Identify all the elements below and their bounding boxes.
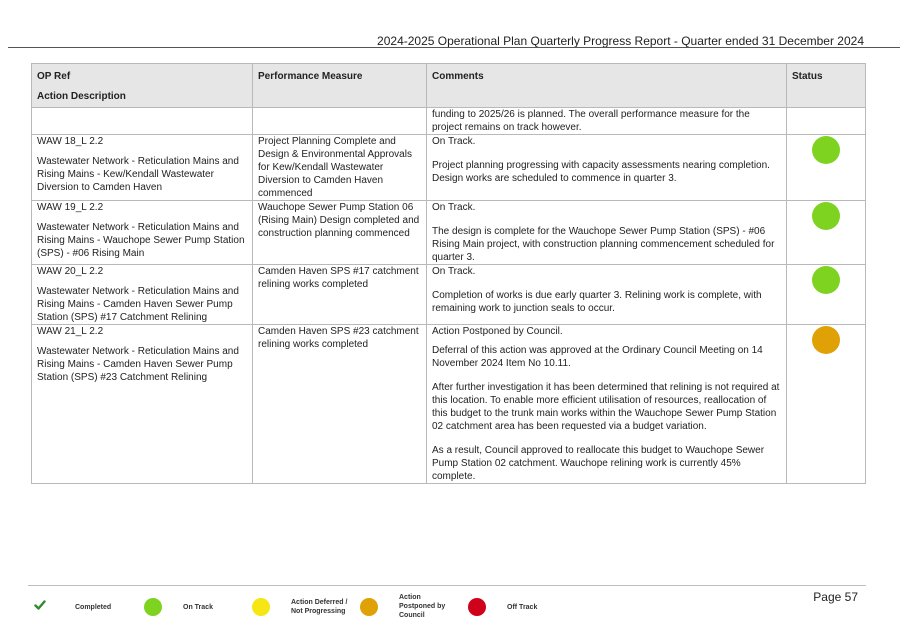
comment-paragraph: On Track. [432,266,476,277]
cell-ref [32,325,253,484]
op-ref: WAW 18_L 2.2 [37,136,104,147]
status-legend [30,592,570,622]
comment-paragraph: Project planning progressing with capacity assessments nearing completion. Design works are scheduled to commence in quarter 3. [432,160,770,184]
table-row [32,265,866,325]
cell-status [787,201,866,265]
comment-paragraph: On Track. [432,136,476,147]
legend-postponed-line3: Council [399,612,425,619]
status-indicator-icon [812,266,840,294]
performance-measure: Project Planning Complete and Design & Environmental Approvals for Kew/Kendall Wastewater Diversion to Camden Haven commenced [253,135,427,201]
legend-on-track-label: On Track [183,604,213,611]
op-ref: WAW 19_L 2.2 [37,202,104,213]
legend-postponed-line2: Postponed by [399,603,446,610]
comment-paragraph: Completion of works is due early quarter 3. Relining work is complete, with remaining work to junction seals to occur. [432,290,762,314]
cell-comments [427,201,787,265]
cell-ref [32,265,253,325]
cell-status-empty [787,108,866,135]
legend-off-track-label: Off Track [507,604,538,611]
performance-measure: Camden Haven SPS #23 catchment relining works completed [253,325,427,484]
col-header-performance-measure: Performance Measure [253,64,427,108]
op-ref: WAW 21_L 2.2 [37,326,104,337]
performance-measure: Wauchope Sewer Pump Station 06 (Rising Main) Design completed and construction planning commenced [253,201,427,265]
table-row [32,135,866,201]
action-description: Wastewater Network - Reticulation Mains and Rising Mains - Camden Haven Sewer Pump Station (SPS) #23 Catchment Relining [37,346,239,383]
legend-deferred-line2: Not Progressing [291,608,346,615]
comment-paragraph: After further investigation it has been determined that relining is not required at this location. To enable more efficient utilisation of resources, reallocation of this budget to the trunk main works within the Wauchope Sewer Pump Station 02 catchment area has been requested via a budget variation. [432,382,780,432]
comment-paragraph: The design is complete for the Wauchope Sewer Pump Station (SPS) - #06 Rising Main project, with construction planning commencement scheduled for quarter 3. [432,226,775,263]
comment-paragraph: Deferral of this action was approved at the Ordinary Council Meeting on 14 November 2024 Item No 10.11. [432,345,763,369]
cell-comments-continued: funding to 2025/26 is planned. The overall performance measure for the project remains on track however. [427,108,787,135]
op-ref: WAW 20_L 2.2 [37,266,104,277]
table-row [32,201,866,265]
legend-deferred-label [291,598,347,616]
op-ref-header-label: OP Ref [37,71,71,82]
performance-measure: Camden Haven SPS #17 catchment relining works completed [253,265,427,325]
header-divider [8,47,900,48]
cell-status [787,325,866,484]
col-header-comments: Comments [427,64,787,108]
on-track-dot-icon [144,598,162,616]
page-number: Page 57 [813,590,858,604]
table-header-row [32,64,866,108]
comment-paragraph: As a result, Council approved to reallocate this budget to Wauchope Sewer Pump Station 02 catchment. Wauchope relining work is currently 45% complete. [432,445,765,482]
legend-postponed-line1: Action [399,594,421,601]
col-header-status: Status [787,64,866,108]
status-indicator-icon [812,202,840,230]
cell-comments [427,265,787,325]
legend-completed-label: Completed [75,604,112,611]
action-description: Wastewater Network - Reticulation Mains and Rising Mains - Wauchope Sewer Pump Station (SPS) - #06 Rising Main [37,222,245,259]
cell-comments [427,135,787,201]
action-description: Wastewater Network - Reticulation Mains and Rising Mains - Camden Haven Sewer Pump Station (SPS) #17 Catchment Relining [37,286,239,323]
cell-measure-empty [253,108,427,135]
status-indicator-icon [812,326,840,354]
action-description-header-label: Action Description [37,91,126,102]
cell-ref-empty [32,108,253,135]
table-row [32,325,866,484]
report-title: 2024-2025 Operational Plan Quarterly Progress Report - Quarter ended 31 December 2024 [377,34,864,48]
legend-deferred-line1: Action Deferred / [291,599,348,606]
footer-divider [28,585,866,586]
cell-ref [32,135,253,201]
action-description: Wastewater Network - Reticulation Mains and Rising Mains - Kew/Kendall Wastewater Diversion to Camden Haven [37,156,239,193]
comment-paragraph: Action Postponed by Council. [432,326,563,337]
legend-postponed-label [399,593,445,620]
comment-paragraph: On Track. [432,202,476,213]
cell-ref [32,201,253,265]
progress-table [31,63,866,484]
cell-status [787,135,866,201]
postponed-dot-icon [360,598,378,616]
cell-comments [427,325,787,484]
col-header-op-ref [32,64,253,108]
off-track-dot-icon [468,598,486,616]
status-indicator-icon [812,136,840,164]
table-row-continuation [32,108,866,135]
check-icon [34,598,46,616]
cell-status [787,265,866,325]
deferred-dot-icon [252,598,270,616]
